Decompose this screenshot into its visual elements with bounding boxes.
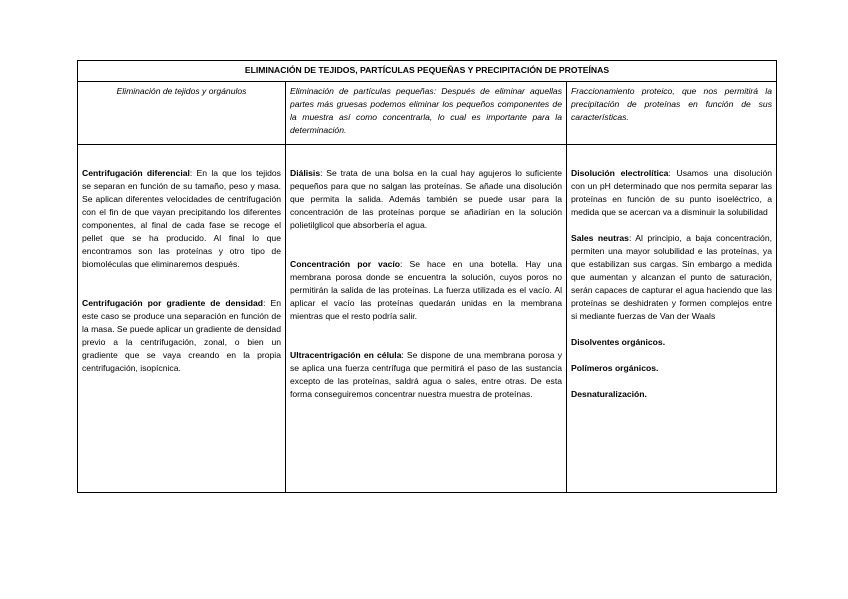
method-disolventes-organicos: [571, 336, 772, 349]
method-polimeros-organicos: [571, 362, 772, 375]
header-tejidos: [78, 82, 286, 145]
method-disolucion-electrolitica: [571, 167, 772, 219]
method-title: Polímeros orgánicos.: [571, 363, 659, 373]
column-tejidos: [78, 145, 286, 493]
method-sales-neutras: [571, 232, 772, 323]
column-fraccionamiento: [567, 145, 777, 493]
column-particulas: [286, 145, 567, 493]
method-centrifugacion-diferencial: [82, 167, 281, 271]
method-text: : Se trata de una bolsa en la cual hay agujeros lo suficiente pequeños para que no salgan las proteínas. Se añade una disolución que permita la salida. Además también se puede usar para la concentración de las proteínas porque se añadirían en la solución polietilglicol que absorbería el agua.: [290, 168, 562, 230]
table-title: ELIMINACIÓN DE TEJIDOS, PARTÍCULAS PEQUEÑAS Y PRECIPITACIÓN DE PROTEÍNAS: [78, 61, 777, 82]
method-title: Disolución electrolítica: [571, 168, 669, 178]
method-title: Disolventes orgánicos.: [571, 337, 666, 347]
method-text: : Al principio, a baja concentración, permiten una mayor solubilidad e las proteínas, ya que estabilizan sus cargas. Sin embargo a medida que aumentan y alcanzan el punto de saturación, serán capaces de capturar el agua haciendo que las proteínas se deshidraten y formen complejos entre si mediante fuerzas de Van der Waals: [571, 233, 773, 321]
header-fraccionamiento: [567, 82, 777, 145]
header-fraccionamiento-label: Fraccionamiento proteico: [571, 86, 673, 96]
method-desnaturalizacion: [571, 388, 772, 401]
method-title: Concentración por vacío: [290, 259, 401, 269]
method-title: Diálisis: [290, 168, 321, 178]
method-dialisis: [290, 167, 562, 232]
method-ultracentrifugacion: [290, 349, 562, 401]
method-text: : Se hace en una botella. Hay una membrana porosa donde se encuentra la solución, cuyos poros no permitirán la salida de las proteínas. La fuerza utilizada es el vacío. Al aplicar el vacío las proteínas quedarán unidas en la membrana mientras que el resto podría salir.: [290, 259, 562, 321]
method-title: Centrifugación diferencial: [82, 168, 190, 178]
method-centrifugacion-gradiente: [82, 297, 281, 375]
header-fraccionamiento-text: , que nos permitirá la precipitación de proteínas en función de sus características.: [571, 86, 772, 122]
method-concentracion-vacio: [290, 258, 562, 323]
header-tejidos-label: Eliminación de tejidos y orgánulos: [116, 86, 247, 96]
methods-table: [77, 60, 777, 493]
method-text: : Se dispone de una membrana porosa y se aplica una fuerza centrífuga que permitirá el paso de las sustancia excepto de las proteínas, saldrá agua o sales, entre otras. De esta forma conseguiremos concentrar nuestra muestra de proteínas.: [290, 350, 562, 399]
method-title: Ultracentrigación en célula: [290, 350, 402, 360]
method-text: : En la que los tejidos se separan en función de su tamaño, peso y masa. Se aplican diferentes velocidades de centrifugación con el fin de que vayan precipitando los diferentes componentes, al final de cada fase se recoge el pellet que se ha producido. Al final lo que encontramos son las proteínas y otro tipo de biomoléculas que eliminaremos después.: [82, 168, 281, 269]
method-title: Sales neutras: [571, 233, 629, 243]
method-text: : En este caso se produce una separación en función de la masa. Se puede aplicar un gradiente de densidad previo a la centrifugación, zonal, o bien un gradiente que se vaya creando en la propia centrifugación, isopícnica.: [82, 298, 281, 373]
method-title: Centrifugación por gradiente de densidad: [82, 298, 264, 308]
header-particulas-label: Eliminación de partículas pequeñas: [290, 86, 434, 96]
method-title: Desnaturalización.: [571, 389, 647, 399]
header-particulas-text: : Después de eliminar aquellas partes más gruesas podemos eliminar los pequeños componentes de la muestra así como concentrarla, lo cual es importante para la determinación.: [290, 86, 562, 135]
header-particulas: [286, 82, 567, 145]
method-text: : Usamos una disolución con un pH determinado que nos permita separar las proteínas en función de su punto isoeléctrico, a medida que se acercan va a disminuir la solubilidad: [571, 168, 773, 217]
